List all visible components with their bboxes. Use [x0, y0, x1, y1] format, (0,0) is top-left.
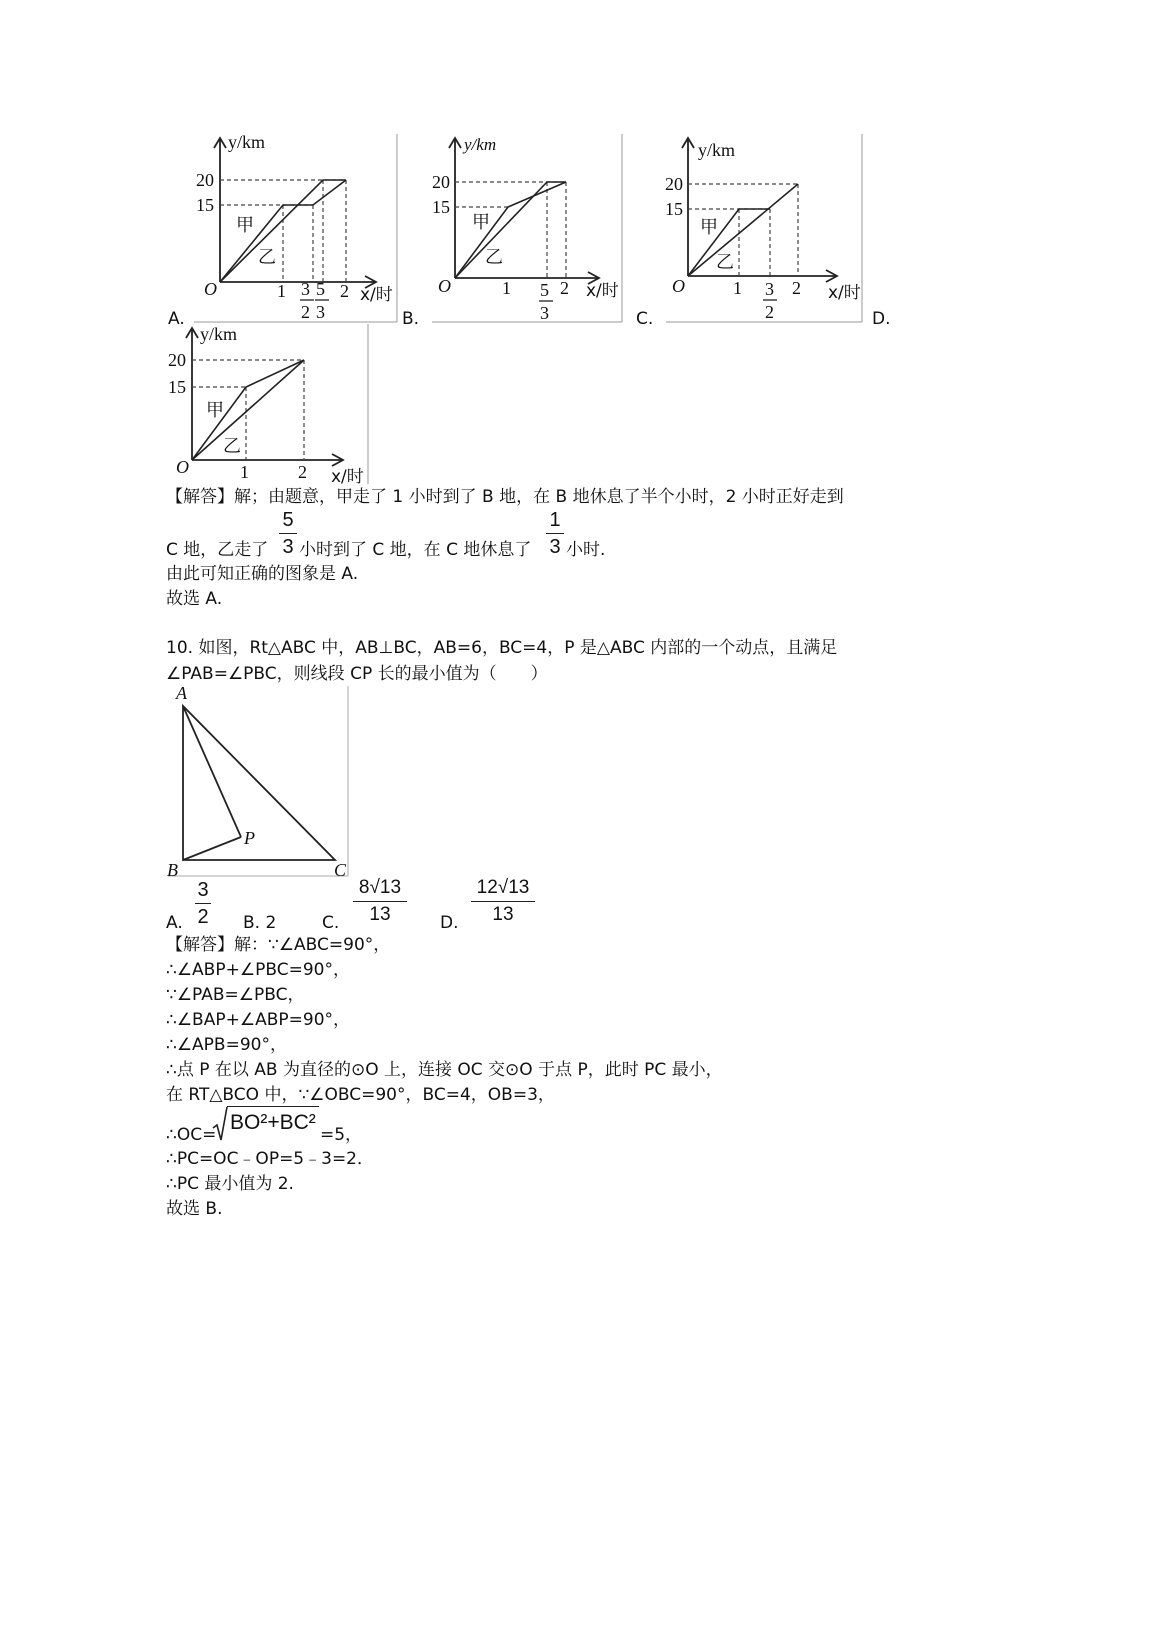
- q10-option-d-letter[interactable]: D.: [440, 913, 459, 933]
- option-a-label[interactable]: A.: [168, 309, 185, 329]
- x-tick-5-3-num: 5: [316, 279, 325, 299]
- yi-label: 乙: [716, 252, 734, 273]
- x-tick-2: 2: [298, 462, 307, 482]
- q10-solution-line6: ∴点 P 在以 AB 为直径的⊙O 上，连接 OC 交⊙O 于点 P，此时 PC 最小，: [166, 1060, 723, 1080]
- q10-solution-line8-suffix: =5，: [320, 1125, 363, 1145]
- option-d-label[interactable]: D.: [872, 309, 891, 329]
- q9-solution-line2-part1: C 地，乙走了: [166, 540, 269, 560]
- q10-option-a[interactable]: A.: [166, 913, 183, 933]
- origin-label: O: [672, 276, 685, 296]
- q10-option-a-fraction[interactable]: [195, 878, 211, 929]
- sqrt-radicand: BO²+BC²: [227, 1106, 319, 1137]
- y-tick-15: 15: [168, 377, 186, 397]
- origin-label: O: [176, 457, 189, 477]
- point-p-label: P: [244, 828, 255, 848]
- x-tick-3-2-den: 2: [301, 302, 310, 322]
- q9-fraction-5-3: [279, 508, 297, 559]
- x-axis-label: x/时: [586, 281, 619, 301]
- x-tick-2: 2: [560, 278, 569, 298]
- y-tick-20: 20: [196, 170, 214, 190]
- y-axis-label: y/km: [228, 132, 266, 152]
- q9-solution-line1: 【解答】解；由题意，甲走了 1 小时到了 B 地，在 B 地休息了半个小时，2 小时正好走到: [166, 487, 844, 507]
- fraction-denominator: 3: [549, 536, 561, 558]
- vertex-a-label: A: [176, 683, 187, 703]
- graph-option-c: [664, 132, 868, 328]
- q10-solution-line2: ∴∠ABP+∠PBC=90°，: [166, 960, 350, 980]
- q10-stem-line2: ∠PAB=∠PBC，则线段 CP 长的最小值为（ ）: [166, 664, 548, 684]
- q10-solution-line11: 故选 B.: [166, 1199, 223, 1219]
- q10-solution-line1: 【解答】解：∵∠ABC=90°，: [166, 935, 391, 955]
- q9-solution-line4: 故选 A.: [166, 589, 223, 609]
- q10-solution-line3: ∵∠PAB=∠PBC，: [166, 985, 305, 1005]
- jia-label: 甲: [236, 215, 254, 236]
- q10-solution-line4: ∴∠BAP+∠ABP=90°，: [166, 1010, 351, 1030]
- x-tick-2: 2: [792, 278, 801, 298]
- yi-label: 乙: [223, 436, 241, 457]
- q10-option-c-fraction[interactable]: [353, 876, 407, 927]
- x-tick-1: 1: [277, 281, 286, 301]
- fraction-denominator: 13: [369, 904, 391, 925]
- x-tick-5-3-num: 5: [540, 280, 549, 300]
- y-axis-label: y/km: [698, 140, 736, 160]
- vertex-c-label: C: [334, 860, 347, 880]
- yi-label: 乙: [485, 247, 503, 268]
- q10-option-b[interactable]: B. 2: [243, 913, 277, 933]
- x-tick-3-2-num: 3: [765, 279, 774, 299]
- fraction-denominator: 3: [282, 536, 294, 558]
- vertex-b-label: B: [167, 860, 178, 880]
- graph-option-d: [166, 322, 376, 486]
- y-axis-label: y/km: [464, 135, 497, 154]
- x-tick-3-2-den: 2: [765, 302, 774, 322]
- q9-fraction-1-3: [546, 508, 564, 559]
- q10-stem-line1: 10. 如图，Rt△ABC 中，AB⊥BC，AB=6，BC=4，P 是△ABC 内部的一个动点，且满足: [166, 638, 838, 658]
- fraction-numerator: 8√13: [358, 877, 402, 898]
- y-tick-15: 15: [196, 195, 214, 215]
- q10-option-d-fraction[interactable]: [471, 876, 535, 927]
- q10-solution-line7: 在 RT△BCO 中，∵∠OBC=90°，BC=4，OB=3，: [166, 1085, 555, 1105]
- y-axis-label: y/km: [200, 324, 238, 344]
- y-tick-15: 15: [665, 199, 683, 219]
- x-tick-1: 1: [502, 278, 511, 298]
- fraction-numerator: 12√13: [476, 877, 530, 898]
- origin-label: O: [204, 279, 217, 299]
- q10-option-c-letter[interactable]: C.: [322, 913, 340, 933]
- graph-option-b: [430, 132, 630, 328]
- fraction-numerator: 3: [197, 879, 209, 901]
- y-tick-20: 20: [432, 172, 450, 192]
- x-axis-label: x/时: [828, 283, 861, 303]
- fraction-numerator: 1: [549, 509, 561, 531]
- y-tick-20: 20: [665, 174, 683, 194]
- q9-solution-line3: 由此可知正确的图象是 A.: [166, 564, 359, 584]
- x-axis-label: x/时: [331, 467, 364, 487]
- jia-label: 甲: [700, 217, 718, 238]
- jia-label: 甲: [206, 400, 224, 421]
- q10-solution-line5: ∴∠APB=90°，: [166, 1035, 287, 1055]
- y-tick-20: 20: [168, 350, 186, 370]
- yi-label: 乙: [258, 247, 276, 268]
- x-tick-1: 1: [733, 278, 742, 298]
- origin-label: O: [438, 276, 451, 296]
- triangle-figure: [166, 684, 356, 880]
- option-b-label[interactable]: B.: [402, 309, 420, 329]
- q10-solution-line10: ∴PC 最小值为 2.: [166, 1174, 294, 1194]
- x-tick-2: 2: [340, 281, 349, 301]
- q9-solution-line2-part3: 小时.: [566, 540, 606, 560]
- graph-option-a: [170, 132, 400, 328]
- fraction-denominator: 13: [492, 904, 514, 925]
- y-tick-15: 15: [432, 197, 450, 217]
- x-tick-5-3-den: 3: [316, 302, 325, 322]
- fraction-denominator: 2: [197, 906, 209, 928]
- x-tick-5-3-den: 3: [540, 303, 549, 323]
- option-c-label[interactable]: C.: [636, 309, 654, 329]
- q10-solution-line9: ∴PC=OC﹣OP=5﹣3=2．: [166, 1149, 375, 1169]
- sqrt-sign: [212, 1106, 228, 1142]
- q9-solution-line2-part2: 小时到了 C 地，在 C 地休息了: [299, 540, 532, 560]
- fraction-numerator: 5: [282, 509, 294, 531]
- jia-label: 甲: [472, 212, 490, 233]
- x-axis-label: x/时: [360, 285, 393, 305]
- x-tick-3-2-num: 3: [301, 279, 310, 299]
- q10-solution-line8-prefix: ∴OC=: [166, 1125, 217, 1145]
- x-tick-1: 1: [240, 462, 249, 482]
